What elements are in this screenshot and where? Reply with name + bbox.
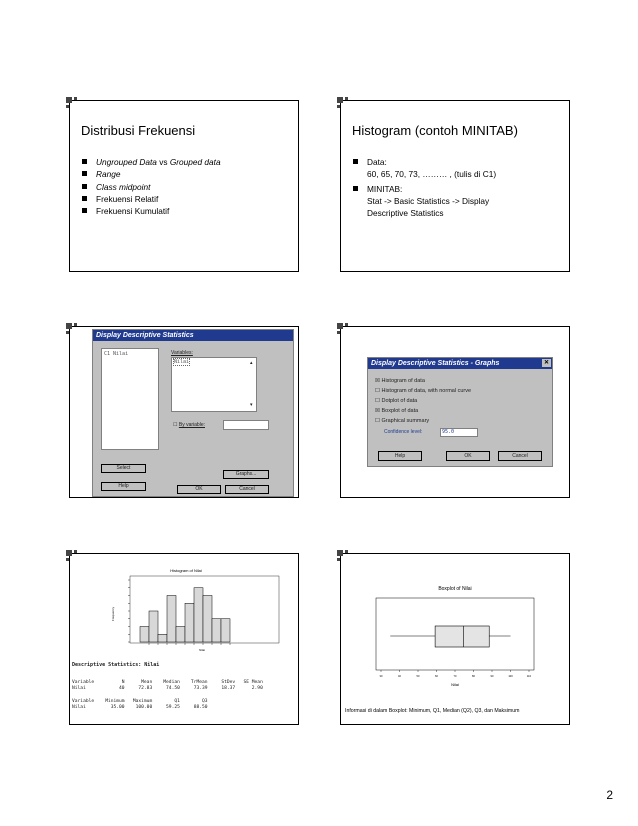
checkbox-icon[interactable]: ☐ bbox=[375, 418, 380, 424]
chart-title: Histogram of Nilai bbox=[170, 568, 202, 573]
histogram-bar bbox=[194, 588, 203, 642]
slide-distribusi-frekuensi bbox=[69, 100, 299, 272]
histogram-bar bbox=[185, 603, 194, 642]
slide-corner-marker bbox=[74, 323, 77, 326]
close-icon[interactable]: ✕ bbox=[543, 360, 550, 366]
histogram-bar bbox=[221, 619, 230, 642]
stats-line: Variable Minimum Maximum Q1 Q3 bbox=[72, 699, 208, 704]
bullet-item: Class midpoint bbox=[82, 181, 221, 193]
slide-corner-marker bbox=[337, 558, 340, 561]
histogram-bar bbox=[158, 634, 167, 642]
scroll-arrow-icon[interactable]: ▾ bbox=[250, 402, 253, 408]
bullet-icon bbox=[82, 159, 87, 164]
boxplot-chart bbox=[341, 554, 569, 694]
checkbox-icon[interactable]: ☒ bbox=[375, 378, 380, 384]
slide-corner-marker bbox=[66, 97, 72, 103]
bullet-icon bbox=[82, 208, 87, 213]
histogram-bar bbox=[149, 611, 158, 642]
by-variable-input[interactable] bbox=[223, 420, 269, 430]
stats-line: Nilai 40 72.83 74.50 73.39 18.37 2.90 bbox=[72, 686, 263, 691]
slide-corner-marker bbox=[66, 105, 69, 108]
bullet-list bbox=[82, 156, 221, 217]
bullet-icon bbox=[82, 184, 87, 189]
option-dotplot[interactable]: ☐ Dotplot of data bbox=[375, 398, 418, 404]
dialog-title: Display Descriptive Statistics bbox=[93, 330, 293, 341]
ok-button[interactable]: OK bbox=[446, 451, 490, 461]
column-list[interactable]: C1 Nilai bbox=[101, 348, 159, 450]
variables-input[interactable]: Nilai bbox=[171, 357, 257, 412]
slide-corner-marker bbox=[337, 105, 340, 108]
slide-corner-marker bbox=[337, 331, 340, 334]
dialog-title: Display Descriptive Statistics - Graphs ✕ bbox=[368, 358, 552, 369]
bullet-list bbox=[353, 156, 496, 219]
x-tick-label: 80 bbox=[472, 675, 475, 678]
slide-histogram-output bbox=[69, 553, 299, 725]
histogram-bar bbox=[176, 627, 185, 643]
boxplot-caption: Informasi di dalam Boxplot: Minimum, Q1, Median (Q2), Q3, dan Maksimum bbox=[345, 708, 520, 714]
x-tick-label: 40 bbox=[398, 675, 401, 678]
slide-graphs-dialog bbox=[340, 326, 570, 498]
option-histogram[interactable]: ☒ Histogram of data bbox=[375, 378, 425, 384]
stats-header: Descriptive Statistics: Nilai bbox=[72, 662, 160, 668]
confidence-label: Confidence level: bbox=[384, 429, 423, 435]
bullet-item: Frekuensi Kumulatif bbox=[82, 205, 221, 217]
slide-corner-marker bbox=[345, 97, 348, 100]
bullet-icon bbox=[353, 159, 358, 164]
slide-corner-marker bbox=[66, 558, 69, 561]
help-button[interactable]: Help bbox=[378, 451, 422, 461]
histogram-chart bbox=[70, 554, 298, 654]
cancel-button[interactable]: Cancel bbox=[225, 485, 269, 494]
scroll-arrow-icon[interactable]: ▴ bbox=[250, 360, 253, 366]
histogram-bar bbox=[140, 627, 149, 643]
bullet-item: MINITAB: Stat -> Basic Statistics -> Display Descriptive Statistics bbox=[353, 183, 496, 220]
stats-line: Nilai 35.00 100.00 59.25 88.50 bbox=[72, 705, 208, 710]
slide-histogram-minitab bbox=[340, 100, 570, 272]
option-histogram-normal[interactable]: ☐ Histogram of data, with normal curve bbox=[375, 388, 472, 394]
variables-label: Variables: bbox=[171, 350, 193, 356]
x-tick-label: 30 bbox=[379, 675, 383, 678]
help-button[interactable]: Help bbox=[101, 482, 146, 491]
bullet-icon bbox=[82, 171, 87, 176]
slide-corner-marker bbox=[74, 550, 77, 553]
slide-corner-marker bbox=[345, 323, 348, 326]
bullet-item: Range bbox=[82, 168, 221, 180]
checkbox-icon[interactable]: ☒ bbox=[375, 408, 380, 414]
descriptive-stats-dialog bbox=[92, 329, 294, 497]
ok-button[interactable]: OK bbox=[177, 485, 221, 494]
checkbox-icon[interactable]: ☐ bbox=[375, 388, 380, 394]
x-tick-label: 110 bbox=[526, 675, 532, 678]
confidence-input[interactable]: 95.0 bbox=[440, 428, 478, 437]
x-axis-label: Nilai bbox=[451, 682, 459, 687]
x-axis-label: Nilai bbox=[199, 648, 205, 652]
slide-title: Histogram (contoh MINITAB) bbox=[352, 123, 518, 138]
bullet-item: Data: 60, 65, 70, 73, ……… , (tulis di C1) bbox=[353, 156, 496, 181]
x-tick-label: 90 bbox=[490, 675, 494, 678]
select-button[interactable]: Select bbox=[101, 464, 146, 473]
stats-line: Variable N Mean Median TrMean StDev SE Mean bbox=[72, 680, 263, 685]
slide-corner-marker bbox=[345, 550, 348, 553]
option-boxplot[interactable]: ☒ Boxplot of data bbox=[375, 408, 419, 414]
graphs-dialog bbox=[367, 357, 553, 467]
checkbox-icon[interactable]: ☐ bbox=[375, 398, 380, 404]
histogram-bar bbox=[212, 619, 221, 642]
slide-corner-marker bbox=[337, 97, 343, 103]
chart-title: Boxplot of Nilai bbox=[438, 586, 472, 592]
graphs-button[interactable]: Graphs... bbox=[223, 470, 269, 479]
cancel-button[interactable]: Cancel bbox=[498, 451, 542, 461]
box-iqr bbox=[435, 626, 489, 647]
x-tick-label: 70 bbox=[453, 675, 457, 678]
histogram-bar bbox=[203, 596, 212, 643]
bullet-item: Ungrouped Data vs Grouped data bbox=[82, 156, 221, 168]
histogram-bar bbox=[167, 596, 176, 643]
x-tick-label: 50 bbox=[416, 675, 420, 678]
bullet-icon bbox=[82, 196, 87, 201]
x-tick-label: 60 bbox=[435, 675, 438, 678]
slide-corner-marker bbox=[74, 97, 77, 100]
bullet-item: Frekuensi Relatif bbox=[82, 193, 221, 205]
slide-corner-marker bbox=[337, 323, 343, 329]
slide-display-descriptive-dialog bbox=[69, 326, 299, 498]
by-variable-checkbox[interactable]: ☐ By variable: bbox=[173, 422, 205, 428]
slide-boxplot-output bbox=[340, 553, 570, 725]
page-number: 2 bbox=[606, 788, 613, 802]
slide-corner-marker bbox=[66, 323, 72, 329]
y-axis-label: Frequency bbox=[111, 606, 115, 622]
slide-title: Distribusi Frekuensi bbox=[81, 123, 196, 138]
option-graphical-summary[interactable]: ☐ Graphical summary bbox=[375, 418, 430, 424]
x-tick-label: 100 bbox=[508, 675, 513, 678]
slide-corner-marker bbox=[66, 331, 69, 334]
bullet-icon bbox=[353, 186, 358, 191]
